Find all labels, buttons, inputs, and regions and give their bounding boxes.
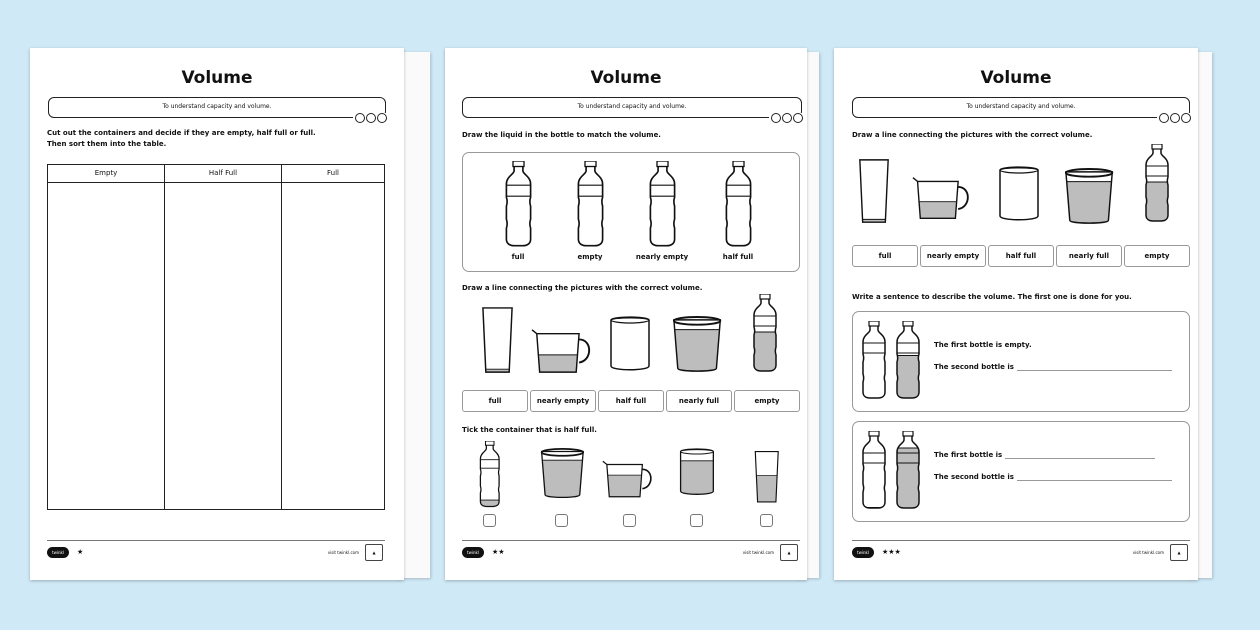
bucket-icon	[1063, 168, 1115, 226]
badge-icon: ▲	[1170, 544, 1188, 561]
sentence-text: The first bottle is	[934, 451, 1003, 459]
instruction: Write a sentence to describe the volume. The first one is done for you.	[852, 293, 1132, 301]
footer-link: visit twinkl.com	[1132, 550, 1164, 555]
bottle-icon	[893, 431, 923, 511]
glass-icon	[857, 158, 891, 226]
volume-label: nearly empty	[920, 245, 986, 267]
footer-link: visit twinkl.com	[742, 550, 774, 555]
sentence-line-2	[934, 473, 1172, 481]
tick-checkbox[interactable]	[623, 514, 636, 527]
twinkl-logo: twinkl	[462, 547, 484, 558]
page-title: Volume	[181, 68, 253, 88]
badge-icon: ▲	[365, 544, 383, 561]
tick-checkbox[interactable]	[690, 514, 703, 527]
bottle-icon	[750, 294, 780, 374]
volume-label: nearly full	[1056, 245, 1122, 267]
bottle-label: empty	[577, 253, 603, 261]
page-title: Volume	[590, 68, 662, 88]
volume-label: empty	[1124, 245, 1190, 267]
column-header-empty: Empty	[48, 165, 165, 183]
tick-checkbox[interactable]	[555, 514, 568, 527]
twinkl-logo: twinkl	[852, 547, 874, 558]
volume-label: full	[462, 390, 528, 412]
footer	[852, 540, 1190, 570]
bottle-icon	[859, 321, 889, 401]
cup-icon	[678, 448, 716, 498]
volume-labels	[852, 245, 1190, 267]
column-header-half-full: Half Full	[165, 165, 282, 183]
page-title: Volume	[980, 68, 1052, 88]
footer	[47, 540, 385, 570]
volume-label: empty	[734, 390, 800, 412]
instruction: Draw the liquid in the bottle to match the volume.	[462, 131, 661, 139]
column-header-full: Full	[282, 165, 384, 183]
worksheet-page-1[interactable]	[30, 48, 404, 580]
difficulty-circles	[769, 113, 805, 123]
difficulty-circles	[353, 113, 389, 123]
difficulty-stars: ★★	[492, 548, 505, 556]
volume-label: full	[852, 245, 918, 267]
answer-line[interactable]	[1017, 370, 1172, 371]
sentence-line-2	[934, 363, 1172, 371]
table-cell	[282, 183, 384, 509]
bottle-icon	[1142, 144, 1172, 224]
difficulty-stars: ★★★	[882, 548, 901, 556]
worksheet-page-2[interactable]	[445, 48, 807, 580]
instruction-line: Then sort them into the table.	[47, 140, 167, 148]
sorting-table	[47, 164, 385, 510]
objective-text: To understand capacity and volume.	[162, 103, 272, 110]
instruction: Tick the container that is half full.	[462, 426, 597, 434]
tick-checkbox[interactable]	[483, 514, 496, 527]
footer-link: visit twinkl.com	[327, 550, 359, 555]
sentence-line-1	[934, 451, 1155, 459]
volume-labels	[462, 390, 800, 412]
jug-icon	[912, 174, 977, 222]
objective-box	[48, 97, 386, 118]
cup-icon	[997, 166, 1041, 224]
sentence-text: The second bottle is	[934, 363, 1014, 371]
instruction-line: Cut out the containers and decide if they are empty, half full or full.	[47, 129, 316, 137]
bottle-icon	[859, 431, 889, 511]
glass-icon	[480, 306, 515, 376]
instruction: Draw a line connecting the pictures with the correct volume.	[462, 284, 703, 292]
table-cell	[165, 183, 282, 509]
objective-box	[852, 97, 1190, 118]
volume-label: half full	[988, 245, 1054, 267]
glass-icon	[753, 450, 781, 505]
instruction: Draw a line connecting the pictures with the correct volume.	[852, 131, 1093, 139]
sentence-text: The second bottle is	[934, 473, 1014, 481]
bottle-label: half full	[722, 253, 754, 261]
worksheet-page-3[interactable]	[834, 48, 1198, 580]
bottle-icon	[477, 441, 503, 509]
bottle-icon	[574, 161, 607, 249]
volume-label: nearly empty	[530, 390, 596, 412]
answer-line[interactable]	[1005, 458, 1155, 459]
objective-box	[462, 97, 802, 118]
objective-text: To understand capacity and volume.	[966, 103, 1076, 110]
difficulty-stars: ★	[77, 548, 84, 556]
objective-text: To understand capacity and volume.	[577, 103, 687, 110]
volume-label: half full	[598, 390, 664, 412]
twinkl-logo: twinkl	[47, 547, 69, 558]
cup-icon	[608, 316, 652, 374]
jug-icon	[531, 326, 598, 376]
bucket-icon	[671, 316, 723, 374]
volume-label: nearly full	[666, 390, 732, 412]
table-cell	[48, 183, 165, 509]
bottle-label: nearly empty	[635, 253, 689, 261]
answer-line[interactable]	[1017, 480, 1172, 481]
jug-icon	[602, 458, 659, 500]
bucket-icon	[539, 448, 586, 500]
sentence-line-1	[934, 341, 1032, 349]
sentence-text: The first bottle is empty.	[934, 341, 1032, 349]
difficulty-circles	[1157, 113, 1193, 123]
instructions	[47, 128, 316, 150]
tick-checkbox[interactable]	[760, 514, 773, 527]
bottle-icon	[893, 321, 923, 401]
bottle-icon	[646, 161, 679, 249]
bottle-label: full	[511, 253, 525, 261]
badge-icon: ▲	[780, 544, 798, 561]
footer	[462, 540, 800, 570]
bottle-icon	[722, 161, 755, 249]
bottle-icon	[502, 161, 535, 249]
